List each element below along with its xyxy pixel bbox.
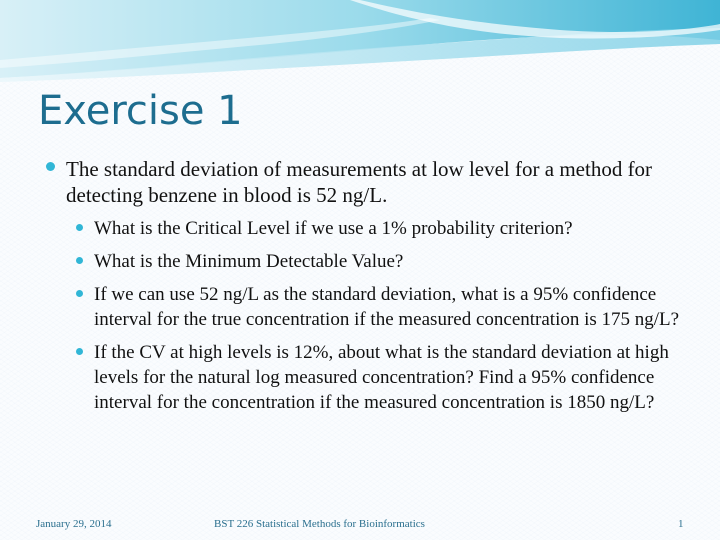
bullet-text: The standard deviation of measurements at low level for a method for detecting benzene in blood is 52 ng/L. — [66, 157, 653, 207]
bullet-dot-icon — [76, 224, 83, 231]
slide-body — [44, 156, 684, 423]
bullet-dot-icon — [46, 162, 55, 171]
footer-course-title: BST 226 Statistical Methods for Bioinformatics — [214, 518, 425, 530]
bullet-item — [44, 156, 684, 208]
bullet-dot-icon — [76, 290, 83, 297]
sub-bullet-text: What is the Minimum Detectable Value? — [94, 251, 404, 272]
sub-bullet-text: If the CV at high levels is 12%, about what is the standard deviation at high levels for the natural log measured concentration? Find a 95% confidence interval for the concentration if the measured concentration is 1850 ng/L? — [94, 342, 669, 413]
footer-page-number: 1 — [678, 518, 684, 530]
sub-bullet-item — [74, 340, 684, 415]
bullet-dot-icon — [76, 257, 83, 264]
slide-title: Exercise 1 — [38, 88, 243, 134]
sub-bullet-item — [74, 282, 684, 332]
header-wave-decoration — [0, 0, 720, 95]
sub-bullet-text: If we can use 52 ng/L as the standard deviation, what is a 95% confidence interval for the true concentration if the measured concentration is 175 ng/L? — [94, 284, 680, 330]
bullet-dot-icon — [76, 348, 83, 355]
sub-bullet-text: What is the Critical Level if we use a 1% probability criterion? — [94, 218, 573, 239]
footer-date: January 29, 2014 — [36, 518, 112, 530]
sub-bullet-item — [74, 249, 684, 274]
sub-bullet-item — [74, 216, 684, 241]
